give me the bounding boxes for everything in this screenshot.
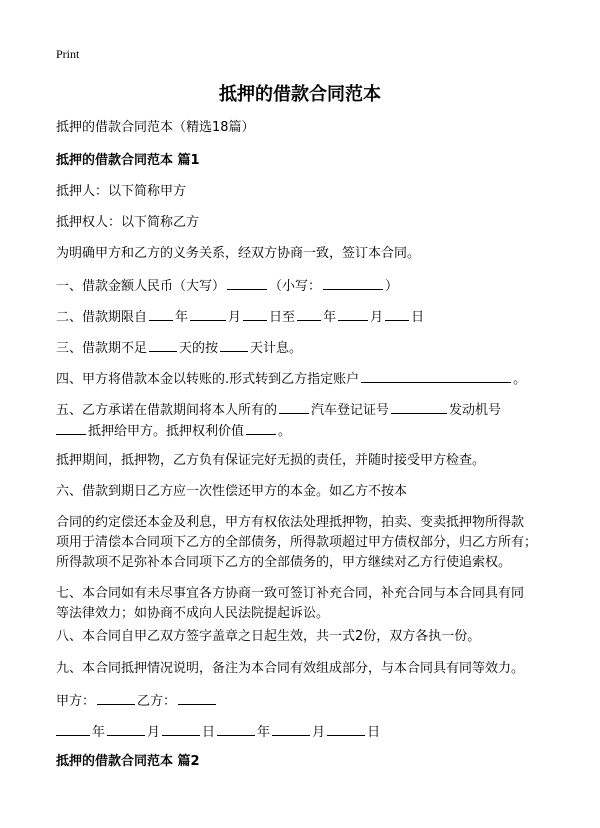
intro-paragraph: 为明确甲方和乙方的义务关系，经双方协商一致，签订本合同。 — [56, 246, 421, 261]
clause-5-note: 抵押期间，抵押物，乙方负有保证完好无损的责任，并随时接受甲方检查。 — [56, 453, 486, 468]
date-month-2: 月 — [312, 725, 326, 740]
clause-2 — [56, 306, 548, 328]
clause-4 — [56, 368, 548, 390]
clause-1-text-b: （小写： — [269, 279, 322, 294]
blank-start-month — [190, 306, 226, 321]
clause-5-text-b: 汽车登记证号 — [311, 403, 390, 418]
blank-end-month — [338, 306, 368, 321]
blank-amount-upper — [227, 275, 267, 290]
section1-heading: 抵押的借款合同范本 篇1 — [56, 153, 200, 168]
section2-heading: 抵押的借款合同范本 篇2 — [56, 754, 200, 769]
blank-end-year — [297, 306, 321, 321]
clause-2-year: 年 — [175, 310, 189, 325]
blank-amount-lower — [323, 275, 383, 290]
blank-registration-no — [391, 399, 447, 414]
pledgee-line: 抵押权人：以下简称乙方 — [56, 215, 200, 230]
blank-account — [361, 368, 511, 383]
date-day-2: 日 — [367, 725, 381, 740]
clause-5-text-e: 。 — [278, 424, 292, 439]
blank-date-day-2 — [327, 721, 365, 736]
clause-7-line-2: 等法律效力；如协商不成向人民法院提起诉讼。 — [56, 606, 330, 621]
blank-date-day-1 — [162, 721, 200, 736]
clause-2-text-a: 二、借款期限自 — [56, 310, 148, 325]
blank-date-year-1 — [56, 721, 90, 736]
clause-3-text-c: 天计息。 — [250, 341, 303, 356]
clause-5-line-2 — [56, 420, 548, 442]
clause-5-text-d: 抵押给甲方。抵押权利价值 — [88, 424, 245, 439]
blank-party-b — [178, 690, 216, 705]
clause-5-line-1 — [56, 399, 548, 421]
clause-2-month: 月 — [228, 310, 242, 325]
clause-5-text-c: 发动机号 — [449, 403, 502, 418]
signature-line — [56, 690, 548, 712]
clause-1-text-c: ） — [385, 279, 399, 294]
blank-start-year — [149, 306, 173, 321]
clause-6-cont-3: 所得款项不足弥补本合同项下乙方的全部债务的，甲方继续对乙方行使追索权。 — [56, 555, 512, 570]
clause-2-day2: 日 — [411, 310, 425, 325]
party-b-label: 乙方： — [137, 694, 177, 709]
clause-4-text-a: 四、甲方将借款本金以转账的.形式转到乙方指定账户 — [56, 372, 360, 387]
date-day-1: 日 — [202, 725, 216, 740]
clause-1-text-a: 一、借款金额人民币（大写） — [56, 279, 226, 294]
party-a-label: 甲方： — [56, 694, 96, 709]
clause-2-month2: 月 — [370, 310, 384, 325]
clause-3-text-a: 三、借款期不足 — [56, 341, 148, 356]
blank-start-day — [243, 306, 267, 321]
blank-date-month-2 — [272, 721, 310, 736]
clause-2-to: 日至 — [269, 310, 296, 325]
blank-date-year-2 — [217, 721, 255, 736]
date-year-2: 年 — [257, 725, 271, 740]
clause-6-cont-1: 合同的约定偿还本金及利息，甲方有权依法处理抵押物，拍卖、变卖抵押物所得款 — [56, 515, 525, 530]
date-year-1: 年 — [92, 725, 106, 740]
clause-1 — [56, 275, 548, 297]
blank-collateral-value — [246, 420, 276, 435]
print-link[interactable]: Print — [56, 47, 80, 61]
pledgor-line: 抵押人：以下简称甲方 — [56, 184, 187, 199]
blank-vehicle — [279, 399, 309, 414]
clause-3 — [56, 337, 548, 359]
clause-7-line-1: 七、本合同如有未尽事宜各方协商一致可签订补充合同，补充合同与本合同具有同 — [56, 586, 525, 601]
blank-days-interest — [220, 337, 248, 352]
blank-end-day — [385, 306, 409, 321]
clause-2-year2: 年 — [323, 310, 337, 325]
clause-9: 九、本合同抵押情况说明，备注为本合同有效组成部分，与本合同具有同等效力。 — [56, 661, 525, 676]
date-line — [56, 721, 548, 743]
blank-days-short — [149, 337, 177, 352]
page-title: 抵押的借款合同范本 — [219, 84, 381, 105]
subtitle: 抵押的借款合同范本（精选18篇） — [56, 120, 255, 135]
date-month-1: 月 — [147, 725, 161, 740]
blank-engine-no — [56, 420, 86, 435]
clause-6-cont-2: 项用于清偿本合同项下乙方的全部债务，所得款项超过甲方债权部分，归乙方所有； — [56, 535, 538, 550]
clause-6: 六、借款到期日乙方应一次性偿还甲方的本金。如乙方不按本 — [56, 484, 408, 499]
blank-date-month-1 — [107, 721, 145, 736]
clause-4-text-b: 。 — [513, 372, 527, 387]
clause-5-text-a: 五、乙方承诺在借款期间将本人所有的 — [56, 403, 278, 418]
blank-party-a — [97, 690, 135, 705]
clause-8: 八、本合同自甲乙双方签字盖章之日起生效，共一式2份，双方各执一份。 — [56, 629, 481, 644]
clause-3-text-b: 天的按 — [179, 341, 219, 356]
